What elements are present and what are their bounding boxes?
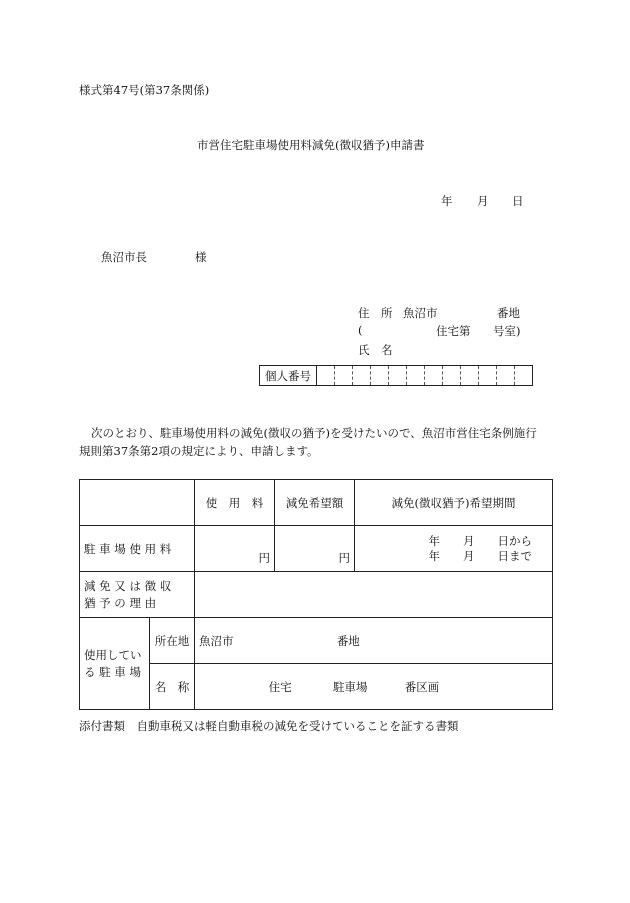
- header-reduction: 減免希望額: [275, 480, 355, 526]
- reason-label-line-2: 猶 予 の 理 由: [84, 595, 157, 610]
- attachment-note: 添付書類 自動車税又は軽自動車税の減免を受けていることを証する書類: [79, 719, 459, 733]
- id-digit-cell[interactable]: [335, 366, 353, 385]
- form-number: 様式第47号(第37条関係): [79, 83, 210, 97]
- application-table: [79, 479, 553, 710]
- address-label: 住 所: [358, 306, 393, 320]
- intro-line-1: 次のとおり、駐車場使用料の減免(徴収の猶予)を受けたいので、魚沼市営住宅条例施行: [91, 426, 537, 440]
- location-label: 所在地: [150, 618, 195, 664]
- lot-name-label: 名 称: [150, 664, 195, 710]
- header-blank: [80, 480, 195, 526]
- id-number-box[interactable]: [259, 365, 533, 386]
- lot-name-cell[interactable]: [195, 664, 553, 710]
- address-banchi: 番地: [497, 306, 520, 320]
- id-digit-cell[interactable]: [479, 366, 497, 385]
- id-digit-cell[interactable]: [353, 366, 371, 385]
- addressee-honorific: 様: [195, 250, 207, 264]
- id-digit-cell[interactable]: [443, 366, 461, 385]
- id-digit-cell[interactable]: [389, 366, 407, 385]
- id-digit-cell[interactable]: [461, 366, 479, 385]
- header-fee: 使 用 料: [195, 480, 275, 526]
- reduction-cell[interactable]: [275, 526, 355, 572]
- lot-name-parking: 駐車場: [332, 679, 368, 694]
- period-from: 年 月 日から: [428, 533, 532, 548]
- id-digit-cell[interactable]: [407, 366, 425, 385]
- lot-name-housing: 住宅: [268, 679, 292, 694]
- paren-open: (: [358, 323, 363, 337]
- id-digit-cell[interactable]: [317, 366, 335, 385]
- addressee-mayor: 魚沼市長: [101, 250, 147, 264]
- location-banchi: 番地: [336, 633, 360, 648]
- fee-cell[interactable]: [195, 526, 275, 572]
- parking-lot-label: [80, 618, 150, 710]
- date-year: 年: [441, 194, 453, 208]
- parking-lot-label-line-2: る 駐 車 場: [84, 664, 141, 679]
- date-day: 日: [512, 194, 524, 208]
- reason-label: [80, 572, 195, 618]
- yen-unit: 円: [258, 551, 270, 565]
- address-city: 魚沼市: [403, 306, 438, 320]
- location-cell[interactable]: [195, 618, 553, 664]
- reason-label-line-1: 減 免 又 は 徴 収: [84, 578, 172, 593]
- date-month: 月: [477, 194, 489, 208]
- yen-unit: 円: [338, 551, 350, 565]
- id-digit-cell[interactable]: [425, 366, 443, 385]
- location-city: 魚沼市: [199, 633, 234, 648]
- intro-line-2: 規則第37条第2項の規定により、申請します。: [79, 444, 319, 458]
- period-cell[interactable]: [355, 526, 553, 572]
- period-to: 年 月 日まで: [428, 548, 532, 563]
- housing-label: 住宅第: [436, 324, 471, 338]
- room-label: 号室): [493, 324, 521, 338]
- reason-cell[interactable]: [195, 572, 553, 618]
- id-digit-cell[interactable]: [515, 366, 532, 385]
- header-period: 減免(徴収猶予)希望期間: [355, 480, 553, 526]
- id-number-label: 個人番号: [260, 366, 317, 385]
- id-digit-cell[interactable]: [371, 366, 389, 385]
- id-digit-cell[interactable]: [497, 366, 515, 385]
- form-title: 市営住宅駐車場使用料減免(徴収猶予)申請書: [197, 138, 425, 152]
- parking-lot-label-line-1: 使用してい: [84, 647, 142, 662]
- lot-name-section: 番区画: [404, 679, 440, 694]
- row-parking-fee-label: 駐 車 場 使 用 料: [80, 526, 195, 572]
- name-label: 氏 名: [358, 343, 393, 357]
